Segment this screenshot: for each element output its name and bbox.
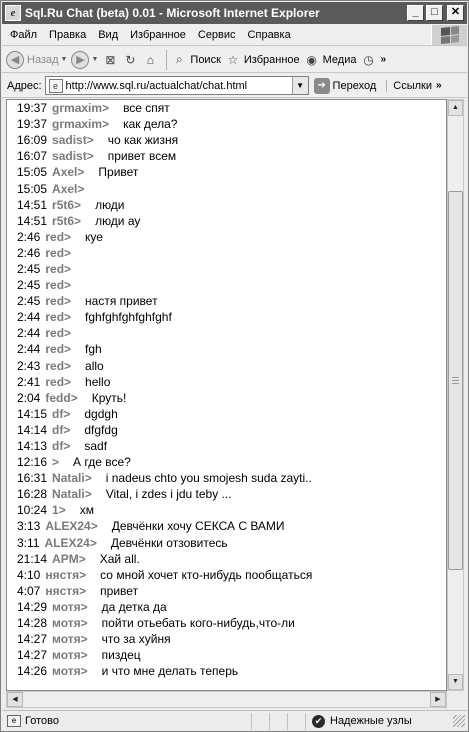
message-nick[interactable]: мотя> xyxy=(52,664,88,679)
message-time: 3:11 xyxy=(17,535,40,550)
search-label: Поиск xyxy=(190,53,221,66)
message-nick[interactable]: APM> xyxy=(52,551,86,566)
chat-message xyxy=(17,438,446,454)
go-arrow-icon: ➔ xyxy=(314,78,330,94)
message-time: 14:27 xyxy=(17,632,48,647)
message-time: 12:16 xyxy=(17,455,48,470)
chat-message xyxy=(17,325,446,341)
message-nick[interactable]: df> xyxy=(52,406,71,421)
message-text: fgh xyxy=(85,342,102,357)
message-time: 2:44 xyxy=(17,342,41,357)
message-time: 2:45 xyxy=(17,278,41,293)
status-bar xyxy=(2,710,467,731)
message-time: 14:15 xyxy=(17,406,48,421)
status-cell xyxy=(270,713,288,730)
message-nick[interactable]: r5t6> xyxy=(52,197,82,212)
page-done-icon: e xyxy=(7,715,21,727)
message-text: и что мне делать теперь xyxy=(101,664,239,679)
page-icon: e xyxy=(49,79,63,93)
go-label: Переход xyxy=(332,79,377,92)
media-label: Медиа xyxy=(322,53,357,66)
message-text: Привет xyxy=(98,165,139,180)
chat-message xyxy=(17,213,446,229)
window-title: Sql.Ru Chat (beta) 0.01 - Microsoft Internet Explorer xyxy=(25,6,320,20)
message-nick[interactable]: Natali> xyxy=(52,487,92,502)
message-text: hello xyxy=(85,374,111,389)
favorites-label: Избранное xyxy=(243,53,300,66)
message-time: 14:28 xyxy=(17,616,48,631)
message-time: 10:24 xyxy=(17,503,48,518)
message-time: 2:46 xyxy=(17,245,41,260)
message-nick[interactable]: red> xyxy=(45,310,72,325)
chat-message xyxy=(17,132,446,148)
message-time: 3:13 xyxy=(17,519,41,534)
message-time: 16:07 xyxy=(17,149,48,164)
address-label: Адрес: xyxy=(7,79,42,92)
chat-message xyxy=(17,390,446,406)
message-nick[interactable]: Axel> xyxy=(52,181,85,196)
refresh-button[interactable] xyxy=(122,52,138,68)
message-nick[interactable]: red> xyxy=(45,261,72,276)
message-nick[interactable]: red> xyxy=(45,229,72,244)
message-nick[interactable]: нястя> xyxy=(45,567,87,582)
chat-message xyxy=(17,148,446,164)
message-text: Хай all. xyxy=(99,551,140,566)
message-text: как дела? xyxy=(123,117,178,132)
shield-check-icon: ✔ xyxy=(312,715,325,728)
message-nick[interactable]: мотя> xyxy=(52,632,88,647)
resize-grip-icon[interactable] xyxy=(453,715,465,727)
chat-message xyxy=(17,599,446,615)
windows-logo-icon xyxy=(431,25,467,45)
url-text[interactable]: http://www.sql.ru/actualchat/chat.html xyxy=(65,79,248,92)
links-label: Ссылки xyxy=(393,79,432,92)
back-arrow-icon: ◀ xyxy=(6,51,24,69)
message-nick[interactable]: df> xyxy=(52,439,71,454)
message-time: 14:13 xyxy=(17,439,48,454)
back-button[interactable] xyxy=(6,51,67,69)
message-text: чо как жизня xyxy=(107,133,179,148)
chat-message xyxy=(17,245,446,261)
message-nick[interactable]: r5t6> xyxy=(52,213,82,228)
media-button[interactable] xyxy=(304,52,357,68)
message-nick[interactable]: sadist> xyxy=(52,133,94,148)
message-time: 2:45 xyxy=(17,294,41,309)
star-icon: ☆ xyxy=(227,52,239,67)
message-time: 14:26 xyxy=(17,664,48,679)
scrollbar-corner xyxy=(447,691,464,708)
message-text: Круть! xyxy=(91,390,127,405)
toolbar xyxy=(2,47,467,73)
status-cell xyxy=(252,713,270,730)
message-nick[interactable]: df> xyxy=(52,422,71,437)
message-nick[interactable]: grmaxim> xyxy=(52,117,110,132)
back-label: Назад xyxy=(27,53,59,66)
message-nick[interactable]: fedd> xyxy=(45,390,78,405)
stop-icon: ⊠ xyxy=(105,52,116,67)
history-button[interactable] xyxy=(360,52,376,68)
search-button[interactable] xyxy=(171,52,220,68)
message-text: настя привет xyxy=(85,294,158,309)
media-icon: ◉ xyxy=(306,52,317,67)
menu-edit[interactable]: Правка xyxy=(49,28,87,41)
message-nick[interactable]: red> xyxy=(45,294,72,309)
menu-help[interactable]: Справка xyxy=(247,28,291,41)
home-button[interactable] xyxy=(142,52,158,68)
message-nick[interactable]: red> xyxy=(45,342,72,357)
message-text: люди xyxy=(95,197,125,212)
message-nick[interactable]: grmaxim> xyxy=(52,101,110,116)
message-text: dgdgh xyxy=(84,406,118,421)
message-text: i nadeus chto you smojesh suda zayti.. xyxy=(105,471,312,486)
message-nick[interactable]: Axel> xyxy=(52,165,85,180)
message-text: sadf xyxy=(84,439,108,454)
message-time: 14:14 xyxy=(17,422,48,437)
message-time: 19:37 xyxy=(17,101,48,116)
chat-message xyxy=(17,647,446,663)
chat-message xyxy=(17,116,446,132)
message-nick[interactable]: мотя> xyxy=(52,599,88,614)
chat-message xyxy=(17,180,446,196)
refresh-icon: ↻ xyxy=(125,52,136,67)
message-time: 2:46 xyxy=(17,229,41,244)
message-time: 2:41 xyxy=(17,374,41,389)
menu-view[interactable]: Вид xyxy=(98,28,119,41)
chat-message xyxy=(17,583,446,599)
chat-message xyxy=(17,293,446,309)
message-text: Девчёнки отзовитесь xyxy=(110,535,228,550)
message-text: привет всем xyxy=(107,149,177,164)
horizontal-scrollbar[interactable] xyxy=(6,691,447,708)
minimize-button[interactable]: _ xyxy=(407,5,424,21)
message-nick[interactable]: нястя> xyxy=(45,583,87,598)
chat-message xyxy=(17,551,446,567)
chevron-down-icon[interactable]: ▼ xyxy=(91,56,99,63)
links-button[interactable] xyxy=(386,80,441,92)
go-button[interactable] xyxy=(314,78,377,94)
chat-message xyxy=(17,229,446,245)
chat-message xyxy=(17,535,446,551)
message-time: 15:05 xyxy=(17,165,48,180)
chat-message xyxy=(17,567,446,583)
chat-message xyxy=(17,470,446,486)
message-time: 16:31 xyxy=(17,471,48,486)
message-text: привет xyxy=(100,583,139,598)
message-time: 2:44 xyxy=(17,326,41,341)
forward-arrow-icon: ▶ xyxy=(71,51,89,69)
address-bar xyxy=(2,74,467,98)
message-text: все спят xyxy=(123,101,170,116)
message-time: 2:45 xyxy=(17,261,41,276)
message-nick[interactable]: мотя> xyxy=(52,648,88,663)
message-time: 19:37 xyxy=(17,117,48,132)
forward-button[interactable] xyxy=(71,51,98,69)
chat-log xyxy=(17,100,446,679)
message-text: Девчёнки хочу СЕКСА С ВАМИ xyxy=(111,519,285,534)
message-time: 2:44 xyxy=(17,310,41,325)
menu-file[interactable]: Файл xyxy=(10,28,38,41)
message-nick[interactable]: ALEX24> xyxy=(44,535,97,550)
message-text: со мной хочет кто-нибудь пообщаться xyxy=(100,567,313,582)
chevron-right-icon: » xyxy=(435,80,442,91)
message-time: 16:09 xyxy=(17,133,48,148)
message-text: хм xyxy=(79,503,94,518)
menu-bar xyxy=(2,24,467,46)
menu-favorites[interactable]: Избранное xyxy=(130,28,186,41)
message-nick[interactable]: red> xyxy=(45,278,72,293)
vertical-scrollbar[interactable] xyxy=(447,99,464,691)
home-icon: ⌂ xyxy=(146,52,155,67)
message-time: 21:14 xyxy=(17,551,48,566)
chat-message xyxy=(17,277,446,293)
security-zone[interactable] xyxy=(306,713,453,730)
chat-message xyxy=(17,341,446,357)
chat-message xyxy=(17,374,446,390)
chat-message xyxy=(17,502,446,518)
message-nick[interactable]: red> xyxy=(45,326,72,341)
maximize-button[interactable]: □ xyxy=(426,5,443,21)
chat-message xyxy=(17,454,446,470)
chat-message xyxy=(17,486,446,502)
message-text: пойти отьебать кого-нибудь,что-ли xyxy=(101,616,295,631)
message-nick[interactable]: sadist> xyxy=(52,149,94,164)
message-nick[interactable]: red> xyxy=(45,358,72,373)
message-time: 14:27 xyxy=(17,648,48,663)
chat-message xyxy=(17,663,446,679)
scroll-thumb[interactable] xyxy=(448,191,463,570)
message-nick[interactable]: Natali> xyxy=(52,471,92,486)
toolbar-more-button[interactable] xyxy=(380,54,386,65)
message-text: dfgfdg xyxy=(84,422,118,437)
chat-message xyxy=(17,309,446,325)
scroll-down-button[interactable]: ▼ xyxy=(448,674,463,690)
scroll-up-button[interactable]: ▲ xyxy=(448,100,463,116)
message-time: 4:07 xyxy=(17,583,41,598)
message-text: Vital, i zdes i jdu teby ... xyxy=(105,487,232,502)
message-nick[interactable]: red> xyxy=(45,245,72,260)
message-time: 14:51 xyxy=(17,197,48,212)
close-button[interactable]: ✕ xyxy=(447,5,464,21)
zone-label: Надежные узлы xyxy=(330,715,412,727)
chat-message xyxy=(17,518,446,534)
chevron-down-icon[interactable]: ▼ xyxy=(292,77,308,94)
chat-message xyxy=(17,406,446,422)
message-text: куе xyxy=(85,229,103,244)
chat-message xyxy=(17,100,446,116)
message-text: что за хуйня xyxy=(101,632,171,647)
scroll-left-button[interactable]: ◀ xyxy=(7,692,23,707)
message-text: allo xyxy=(85,358,104,373)
message-nick[interactable]: > xyxy=(52,455,60,470)
message-nick[interactable]: 1> xyxy=(52,503,66,518)
chat-message xyxy=(17,615,446,631)
message-text: fghfghfghfghfghf xyxy=(85,310,172,325)
ie-icon: e xyxy=(5,5,21,21)
message-time: 4:10 xyxy=(17,567,41,582)
message-text: пиздец xyxy=(101,648,141,663)
toolbar-separator xyxy=(166,50,167,70)
chat-message xyxy=(17,422,446,438)
chat-message xyxy=(17,358,446,374)
address-field[interactable] xyxy=(45,76,309,95)
history-icon: ◷ xyxy=(363,52,374,67)
chat-message xyxy=(17,631,446,647)
message-time: 14:29 xyxy=(17,599,48,614)
status-text: Готово xyxy=(25,715,59,727)
scroll-right-button[interactable]: ▶ xyxy=(430,692,446,707)
favorites-button[interactable] xyxy=(225,52,300,68)
message-nick[interactable]: мотя> xyxy=(52,616,88,631)
message-time: 16:28 xyxy=(17,487,48,502)
chat-message xyxy=(17,197,446,213)
message-text: люди ау xyxy=(95,213,141,228)
status-main xyxy=(2,713,252,730)
chevron-down-icon[interactable]: ▼ xyxy=(60,56,68,63)
chevron-right-icon: » xyxy=(380,54,387,65)
message-time: 2:43 xyxy=(17,358,41,373)
message-text: да детка да xyxy=(101,599,167,614)
menu-tools[interactable]: Сервис xyxy=(197,28,236,41)
status-cell xyxy=(288,713,306,730)
stop-button[interactable] xyxy=(102,52,118,68)
message-time: 14:51 xyxy=(17,213,48,228)
message-nick[interactable]: red> xyxy=(45,374,72,389)
message-nick[interactable]: ALEX24> xyxy=(45,519,98,534)
message-time: 15:05 xyxy=(17,181,48,196)
search-icon: ⌕ xyxy=(176,52,183,66)
message-text: А где все? xyxy=(73,455,131,470)
message-time: 2:04 xyxy=(17,390,41,405)
chat-message xyxy=(17,261,446,277)
chat-message xyxy=(17,164,446,180)
title-bar[interactable] xyxy=(2,2,467,24)
page-content xyxy=(6,99,447,691)
